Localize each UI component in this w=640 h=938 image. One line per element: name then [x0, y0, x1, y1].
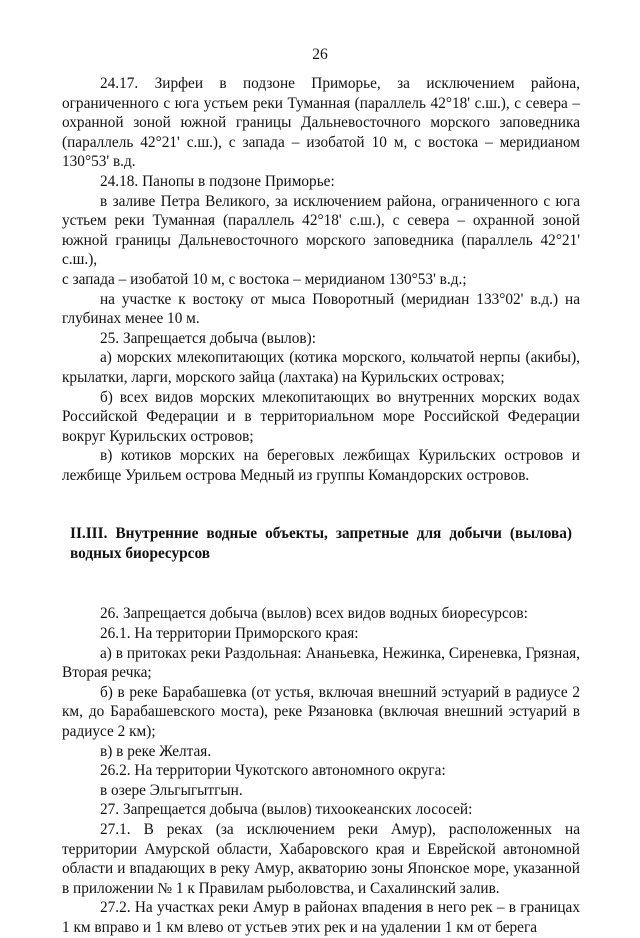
paragraph-26-2-item: в озере Эльгыгытгын.	[100, 781, 243, 799]
paragraph-25-v: в) котиков морских на береговых лежбищах Курильских островов и лежбище Урильем острова Медный из группы Командорских островов.	[62, 447, 580, 484]
paragraph-24-18-item-1-cont: с запада – изобатой 10 м, с востока – меридианом 130°53' в.д.;	[62, 270, 467, 288]
paragraph-25-b: б) всех видов морских млекопитающих во внутренних морских водах Российской Федерации и в территориальном море Российской Федерации вокруг Курильских островов;	[62, 388, 580, 445]
document-body	[62, 74, 580, 938]
paragraph-27: 27. Запрещается добыча (вылов) тихоокеанских лососей:	[100, 801, 473, 819]
paragraph-24-18-item-2: на участке к востоку от мыса Поворотный (меридиан 133°02' в.д.) на глубинах менее 10 м.	[62, 290, 580, 328]
page-number: 26	[312, 46, 328, 63]
paragraph-27-1: 27.1. В реках (за исключением реки Амур), расположенных на территории Амурской области, Хабаровского края и Еврейской автономной области и впадающих в реку Амур, акваторию зоны Японское море, указанной в приложении № 1 к Правилам рыболовства, и Сахалинский залив.	[62, 821, 580, 897]
paragraph-24-18: 24.18. Панопы в подзоне Приморье:	[100, 172, 335, 190]
paragraph-26-1-v: в) в реке Желтая.	[100, 742, 212, 760]
paragraph-26-2: 26.2. На территории Чукотского автономного округа:	[100, 762, 446, 780]
paragraph-27-2: 27.2. На участках реки Амур в районах впадения в него рек – в границах 1 км вправо и 1 км влево от устьев этих рек и на удалении 1 км от берега	[62, 899, 580, 936]
paragraph-25-a: а) морских млекопитающих (котика морского, кольчатой нерпы (акибы), крылатки, ларги, морского зайца (лахтака) на Курильских островах;	[62, 349, 580, 386]
paragraph-26-1: 26.1. На территории Приморского края:	[100, 625, 359, 643]
paragraph-24-17: 24.17. Зирфеи в подзоне Приморье, за исключением района, ограниченного с юга устьем реки Туманная (параллель 42°18' с.ш.), с севера – охранной зоной южной границы Дальневосточного морского заповедника (параллель 42°21' с.ш.), с запада – изобатой 10 м, с востока – меридианом 130°53' в.д.	[62, 75, 580, 171]
section-heading: II.III. Внутренние водные объекты, запретные для добычи (вылова) водных биоресурсов	[70, 525, 572, 563]
paragraph-26: 26. Запрещается добыча (вылов) всех видов водных биоресурсов:	[100, 605, 528, 623]
paragraph-25: 25. Запрещается добыча (вылов):	[100, 329, 316, 347]
paragraph-24-18-item-1: в заливе Петра Великого, за исключением района, ограниченного с юга устьем реки Туманная (параллель 42°18' с.ш.), с севера – охранной зоной южной границы Дальневосточного морского заповедника (параллель 42°21' с.ш.),	[62, 192, 580, 269]
paragraph-26-1-b: б) в реке Барабашевка (от устья, включая внешний эстуарий в радиусе 2 км, до Барабашевского моста), реке Рязановка (включая внешний эстуарий в радиусе 2 км);	[62, 683, 580, 741]
paragraph-26-1-a: а) в притоках реки Раздольная: Ананьевка, Нежинка, Сиреневка, Грязная, Вторая речка;	[62, 644, 580, 682]
